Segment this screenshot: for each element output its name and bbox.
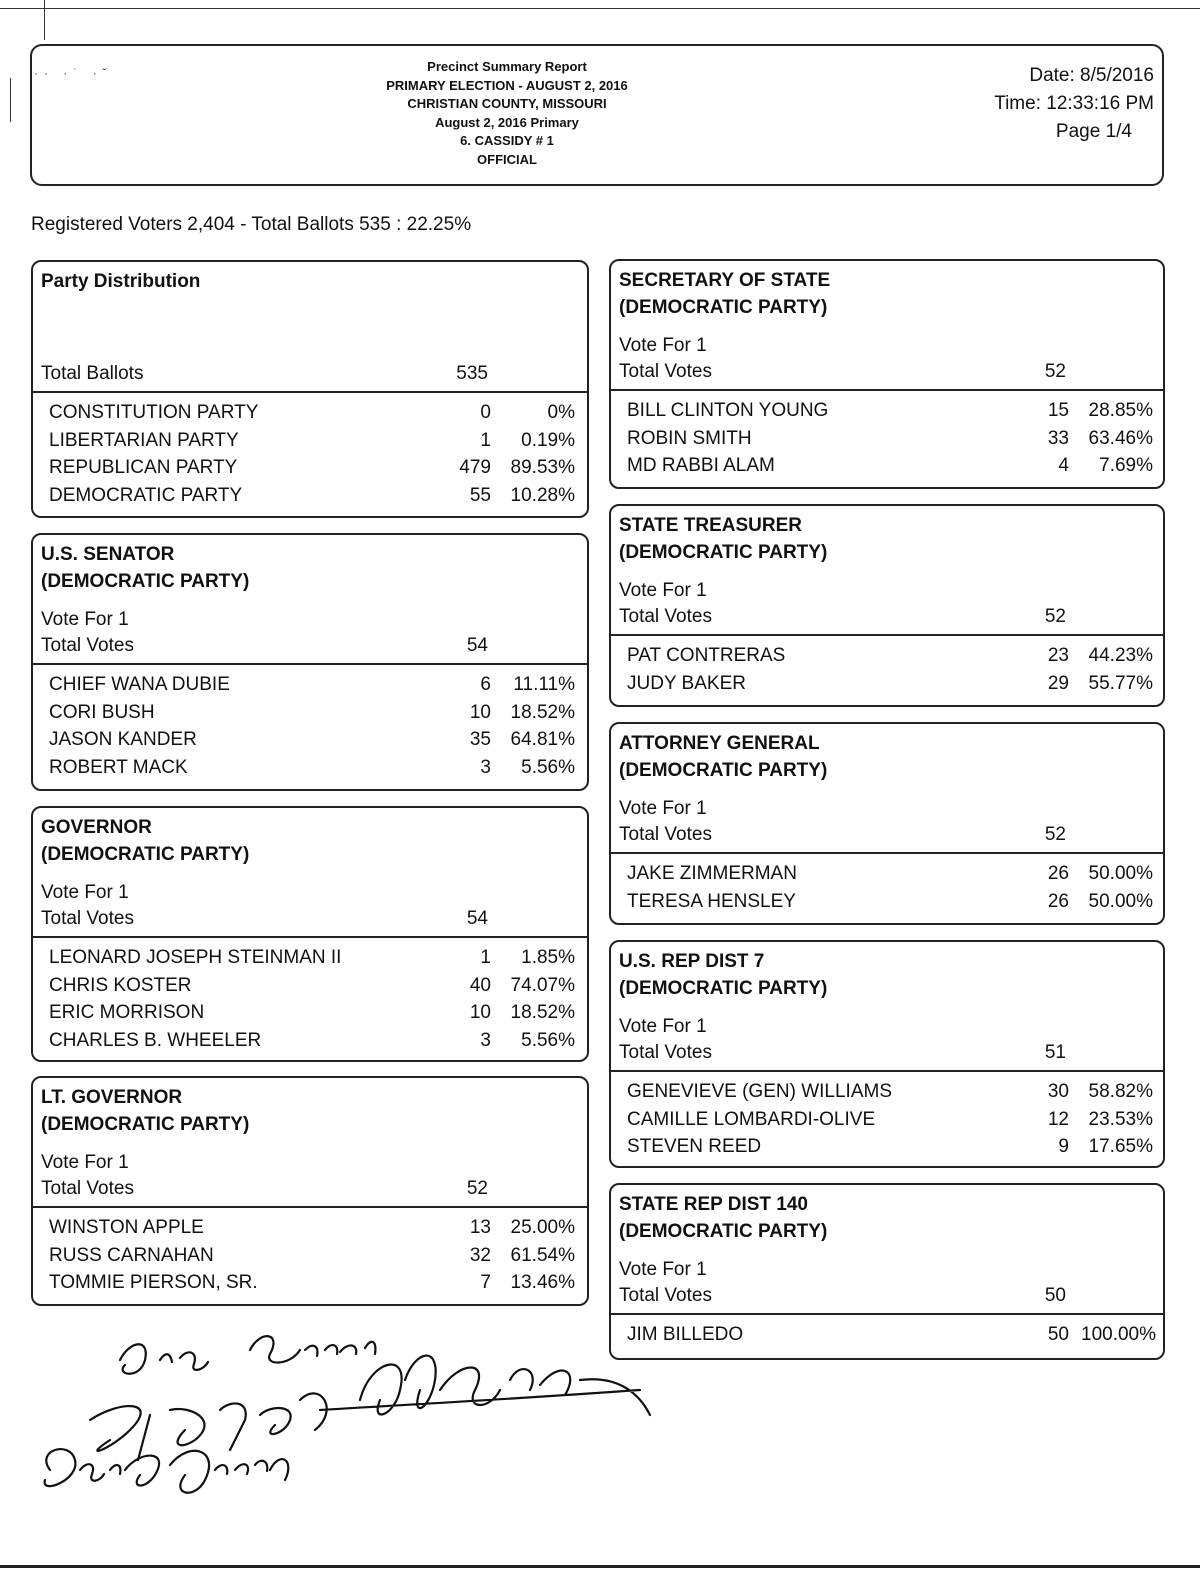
race-office: ATTORNEY GENERAL [619, 733, 820, 754]
party-distribution-title: Party Distribution [41, 271, 201, 292]
scan-specks: ·· ·˙ ·˘ [34, 66, 113, 80]
total-votes-row [33, 906, 587, 932]
total-votes-row [611, 1040, 1163, 1066]
candidate-name: JAKE ZIMMERMAN [627, 863, 797, 884]
candidate-rows [33, 665, 587, 781]
candidate-pct: 28.85% [1088, 400, 1153, 421]
vote-for-label: Vote For 1 [619, 335, 707, 356]
candidate-name: WINSTON APPLE [49, 1217, 204, 1238]
total-ballots-value: 535 [456, 363, 488, 384]
candidate-votes: 40 [469, 974, 491, 996]
candidate-rows [33, 1208, 587, 1297]
party-distribution-box [31, 260, 589, 518]
report-status: OFFICIAL [477, 151, 537, 167]
header-center [352, 58, 662, 169]
vote-for-label: Vote For 1 [41, 609, 129, 630]
candidate-votes: 33 [1047, 427, 1069, 449]
party-name: REPUBLICAN PARTY [49, 457, 238, 478]
candidate-name: CORI BUSH [49, 701, 155, 723]
race-box-secretary-of-state [609, 259, 1165, 489]
candidate-votes: 15 [1047, 400, 1069, 421]
candidate-row [611, 425, 1163, 453]
party-rows [33, 393, 587, 509]
race-title [611, 942, 1163, 1002]
report-time: Time: 12:33:16 PM [994, 93, 1154, 114]
handwritten-signatures [20, 1320, 700, 1520]
party-pct: 0% [547, 402, 575, 423]
race-office: LT. GOVERNOR [41, 1087, 183, 1108]
candidate-row [33, 1242, 587, 1270]
total-votes-label: Total Votes [619, 606, 712, 627]
candidate-pct: 58.82% [1088, 1081, 1153, 1102]
candidate-name: RUSS CARNAHAN [49, 1244, 214, 1266]
total-votes-row [33, 633, 587, 659]
race-party: (DEMOCRATIC PARTY) [41, 571, 250, 592]
page-edge-bottom [0, 1565, 1200, 1568]
candidate-row [611, 670, 1163, 698]
candidate-name: GENEVIEVE (GEN) WILLIAMS [627, 1081, 892, 1102]
race-party: (DEMOCRATIC PARTY) [619, 297, 828, 318]
total-votes-value: 52 [1044, 606, 1066, 627]
party-row [33, 399, 587, 427]
candidate-pct: 18.52% [510, 1002, 575, 1023]
total-votes-label: Total Votes [41, 635, 134, 656]
candidate-votes: 9 [1058, 1136, 1069, 1157]
candidate-pct: 50.00% [1088, 863, 1153, 884]
candidate-pct: 13.46% [510, 1272, 575, 1293]
candidate-name: CHRIS KOSTER [49, 974, 192, 996]
candidate-rows [611, 1072, 1163, 1161]
candidate-votes: 29 [1047, 672, 1069, 694]
candidate-row [33, 1027, 587, 1055]
party-votes: 479 [459, 457, 491, 478]
race-office: U.S. REP DIST 7 [619, 951, 765, 972]
race-office: GOVERNOR [41, 817, 152, 838]
signature-3 [320, 1356, 650, 1415]
party-row [33, 482, 587, 510]
total-votes-row [33, 1176, 587, 1202]
candidate-row [611, 1078, 1163, 1106]
candidate-pct: 18.52% [510, 701, 575, 723]
candidate-votes: 50 [1047, 1324, 1069, 1345]
race-box-us-senator [31, 533, 589, 791]
candidate-name: LEONARD JOSEPH STEINMAN II [49, 947, 342, 968]
candidate-votes: 13 [469, 1217, 491, 1238]
candidate-row [33, 754, 587, 782]
candidate-votes: 6 [480, 674, 491, 695]
candidate-votes: 26 [1047, 863, 1069, 884]
candidate-votes: 23 [1047, 645, 1069, 666]
party-name: CONSTITUTION PARTY [49, 402, 259, 423]
total-votes-label: Total Votes [619, 361, 712, 382]
race-title [33, 808, 587, 868]
vote-for-label: Vote For 1 [41, 882, 129, 903]
vote-for-label: Vote For 1 [619, 580, 707, 601]
party-row [33, 454, 587, 482]
candidate-name: JIM BILLEDO [627, 1324, 744, 1345]
candidate-row [611, 1133, 1163, 1161]
total-votes-value: 54 [466, 908, 488, 929]
candidate-pct: 64.81% [510, 729, 575, 750]
race-box-lt-governor [31, 1076, 589, 1306]
page-number: Page 1/4 [1055, 121, 1132, 142]
race-title [611, 1185, 1163, 1245]
candidate-pct: 5.56% [521, 1029, 575, 1051]
candidate-rows [611, 854, 1163, 915]
race-title [611, 506, 1163, 566]
candidate-row [611, 860, 1163, 888]
candidate-name: MD RABBI ALAM [627, 455, 775, 476]
total-votes-row [611, 1283, 1163, 1309]
candidate-pct: 17.65% [1088, 1136, 1153, 1157]
candidate-row [611, 452, 1163, 480]
candidate-votes: 35 [469, 729, 491, 750]
candidate-row [33, 671, 587, 699]
candidate-votes: 30 [1047, 1081, 1069, 1102]
race-office: U.S. SENATOR [41, 544, 175, 565]
race-party: (DEMOCRATIC PARTY) [619, 542, 828, 563]
total-votes-value: 52 [1044, 361, 1066, 382]
scan-mark [10, 78, 11, 122]
race-title [33, 535, 587, 595]
header-meta [994, 62, 1154, 146]
signature-4 [45, 1449, 289, 1493]
candidate-pct: 1.85% [521, 947, 575, 968]
candidate-row [33, 999, 587, 1027]
candidate-row [33, 1269, 587, 1297]
total-ballots-row [33, 361, 587, 387]
candidate-name: CHARLES B. WHEELER [49, 1029, 262, 1051]
candidate-row [611, 642, 1163, 670]
candidate-votes: 26 [1047, 890, 1069, 912]
candidate-row [33, 699, 587, 727]
candidate-pct: 11.11% [513, 674, 575, 695]
candidate-pct: 63.46% [1088, 427, 1153, 449]
total-votes-row [611, 359, 1163, 385]
county-name: CHRISTIAN COUNTY, MISSOURI [407, 96, 607, 111]
race-box-us-rep-dist-7 [609, 940, 1165, 1168]
candidate-pct: 74.07% [510, 974, 575, 996]
candidate-pct: 44.23% [1088, 645, 1153, 666]
candidate-row [611, 397, 1163, 425]
candidate-votes: 7 [480, 1272, 491, 1293]
signature-2 [90, 1393, 327, 1460]
vote-for-label: Vote For 1 [619, 798, 707, 819]
signature-1 [120, 1336, 375, 1374]
race-box-governor [31, 806, 589, 1062]
registration-summary: Registered Voters 2,404 - Total Ballots 535 : 22.25% [31, 214, 472, 235]
race-party: (DEMOCRATIC PARTY) [41, 1114, 250, 1135]
race-box-attorney-general [609, 722, 1165, 925]
total-votes-value: 51 [1044, 1042, 1066, 1063]
total-votes-value: 50 [1044, 1285, 1066, 1306]
party-name: LIBERTARIAN PARTY [49, 429, 239, 451]
vote-for-label: Vote For 1 [619, 1016, 707, 1037]
total-ballots-label: Total Ballots [41, 363, 144, 384]
report-header [30, 44, 1164, 186]
candidate-rows [611, 391, 1163, 480]
candidate-row [33, 726, 587, 754]
candidate-pct: 5.56% [521, 756, 575, 778]
candidate-votes: 10 [469, 701, 491, 723]
primary-date: August 2, 2016 Primary [435, 114, 579, 130]
candidate-pct: 25.00% [510, 1217, 575, 1238]
candidate-name: ROBERT MACK [49, 756, 188, 778]
candidate-name: CHIEF WANA DUBIE [49, 674, 230, 695]
candidate-pct: 55.77% [1088, 672, 1153, 694]
candidate-row [33, 944, 587, 972]
candidate-name: ROBIN SMITH [627, 427, 752, 449]
candidate-name: ERIC MORRISON [49, 1002, 205, 1023]
total-votes-value: 54 [466, 635, 488, 656]
total-votes-label: Total Votes [619, 1042, 712, 1063]
candidate-votes: 32 [469, 1244, 491, 1266]
party-pct: 10.28% [510, 484, 575, 506]
party-pct: 0.19% [521, 429, 575, 451]
race-party: (DEMOCRATIC PARTY) [41, 844, 250, 865]
party-row [33, 427, 587, 455]
candidate-votes: 3 [480, 1029, 491, 1051]
election-name: PRIMARY ELECTION - AUGUST 2, 2016 [386, 77, 628, 93]
race-party: (DEMOCRATIC PARTY) [619, 978, 828, 999]
race-box-state-treasurer [609, 504, 1165, 707]
candidate-votes: 1 [480, 947, 491, 968]
race-title [611, 724, 1163, 784]
total-votes-value: 52 [466, 1178, 488, 1199]
vote-for-label: Vote For 1 [41, 1152, 129, 1173]
total-votes-label: Total Votes [619, 1285, 712, 1306]
race-title [611, 261, 1163, 321]
party-votes: 55 [469, 484, 491, 506]
party-votes: 0 [480, 402, 491, 423]
total-votes-label: Total Votes [619, 824, 712, 845]
report-date: Date: 8/5/2016 [1029, 65, 1154, 86]
candidate-votes: 12 [1047, 1108, 1069, 1130]
race-party: (DEMOCRATIC PARTY) [619, 760, 828, 781]
candidate-pct: 50.00% [1088, 890, 1153, 912]
candidate-name: TERESA HENSLEY [627, 890, 796, 912]
party-votes: 1 [480, 429, 491, 451]
race-title [33, 1078, 587, 1138]
vote-for-label: Vote For 1 [619, 1259, 707, 1280]
candidate-row [611, 888, 1163, 916]
candidate-votes: 10 [469, 1002, 491, 1023]
candidate-name: JASON KANDER [49, 729, 197, 750]
candidate-rows [33, 938, 587, 1054]
candidate-name: PAT CONTRERAS [627, 645, 786, 666]
candidate-pct: 7.69% [1099, 455, 1153, 476]
total-votes-value: 52 [1044, 824, 1066, 845]
total-votes-label: Total Votes [41, 1178, 134, 1199]
report-title: Precinct Summary Report [427, 59, 587, 74]
race-office: STATE REP DIST 140 [619, 1194, 808, 1215]
candidate-pct: 61.54% [510, 1244, 575, 1266]
page-edge-mark [44, 0, 45, 40]
candidate-name: TOMMIE PIERSON, SR. [49, 1272, 258, 1293]
race-office: SECRETARY OF STATE [619, 270, 831, 291]
candidate-name: JUDY BAKER [627, 672, 746, 694]
candidate-pct: 23.53% [1088, 1108, 1153, 1130]
candidate-name: STEVEN REED [627, 1136, 762, 1157]
candidate-row [33, 972, 587, 1000]
page-edge-top [0, 8, 1200, 9]
candidate-pct: 100.00% [1081, 1324, 1157, 1345]
total-votes-row [611, 604, 1163, 630]
race-party: (DEMOCRATIC PARTY) [619, 1221, 828, 1242]
total-votes-row [611, 822, 1163, 848]
party-name: DEMOCRATIC PARTY [49, 484, 243, 506]
candidate-name: BILL CLINTON YOUNG [627, 400, 829, 421]
candidate-name: CAMILLE LOMBARDI-OLIVE [627, 1108, 876, 1130]
candidate-votes: 4 [1058, 455, 1069, 476]
candidate-votes: 3 [480, 756, 491, 778]
candidate-row [33, 1214, 587, 1242]
race-office: STATE TREASURER [619, 515, 802, 536]
party-pct: 89.53% [510, 457, 575, 478]
precinct-name: 6. CASSIDY # 1 [460, 133, 554, 148]
candidate-row [611, 1106, 1163, 1134]
candidate-rows [611, 636, 1163, 697]
total-votes-label: Total Votes [41, 908, 134, 929]
